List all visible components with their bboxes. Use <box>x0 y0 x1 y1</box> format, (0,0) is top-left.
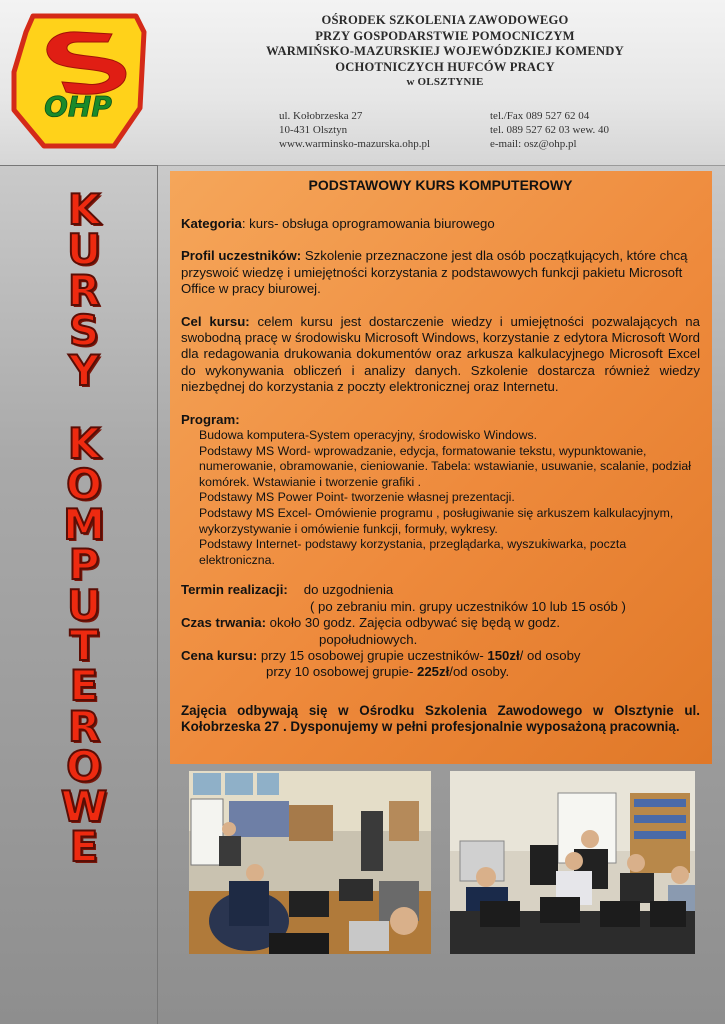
side-title-word-2-letter-1: K <box>67 419 103 469</box>
location-note: Zajęcia odbywają się w Ośrodku Szkolenia Zawodowego w Olsztynie ul. Kołobrzeska 27 . Dysponujemy w pełni profesjonalnie wyposażoną pracownią. <box>181 702 700 735</box>
postal-city: 10-431 Olsztyn <box>279 124 348 136</box>
price-line-1 <box>181 648 700 664</box>
classroom-photo-2 <box>450 771 695 954</box>
course-title: PODSTAWOWY KURS KOMPUTEROWY <box>308 177 573 193</box>
org-line-5: w OLSZTYNIE <box>406 76 484 88</box>
side-title-word-2-letter-10: W <box>60 782 110 832</box>
side-title-word-2-letter-8: R <box>67 701 103 751</box>
profile-paragraph <box>181 248 700 297</box>
term-value: do uzgodnienia <box>303 582 394 598</box>
org-line-3: WARMIŃSKO-MAZURSKIEJ WOJEWÓDZKIEJ KOMENDY <box>266 44 624 58</box>
header <box>0 0 725 166</box>
profile-label: Profil uczestników: <box>181 248 302 264</box>
side-title-word-2-letter-11: E <box>69 822 101 872</box>
side-title-word-2-letter-9: O <box>66 741 104 791</box>
price-1-pre: przy 15 osobowej grupie uczestników- <box>257 648 488 664</box>
profile-text: Szkolenie przeznaczone jest dla osób początkujących, które chcą przyswoić wiedzę i umiejętności korzystania z podstawowych funkcji pakietu Microsoft Office w pracy biurowej. <box>181 248 688 297</box>
category-value: : kurs- obsługa oprogramowania biurowego <box>241 216 495 231</box>
course-panel <box>170 171 712 764</box>
program-item-4: Podstawy MS Excel- Omówienie programu , posługiwanie się arkuszem kalkulacyjnym, wykorzystywanie i omówienie funkcji, formuły, wykresy. <box>199 506 674 536</box>
side-title-word-1 <box>35 185 135 396</box>
organization-name <box>230 13 660 91</box>
program-section <box>181 412 700 569</box>
program-item-3: Podstawy MS Power Point- tworzenie własnej prezentacji. <box>199 490 515 505</box>
side-title-word-1-letter-2: U <box>66 225 104 275</box>
side-title-word-1-letter-4: S <box>68 305 102 355</box>
side-title-word-1-letter-5: Y <box>68 346 102 396</box>
duration-label: Czas trwania: <box>181 615 267 631</box>
duration-line <box>181 615 700 631</box>
email-link[interactable]: e-mail: osz@ohp.pl <box>490 138 577 150</box>
goal-label: Cel kursu: <box>181 313 250 329</box>
term-label: Termin realizacji: <box>181 582 288 598</box>
divider-vertical <box>157 165 158 1024</box>
program-item-5: Podstawy Internet- podstawy korzystania, przeglądarka, wyszukiwarka, poczta elektroniczna. <box>199 537 627 567</box>
side-title <box>35 185 135 872</box>
category-label: Kategoria <box>181 216 242 231</box>
price-1-amount: 150zł <box>487 648 520 664</box>
price-2-amount: 225zł <box>417 664 450 680</box>
website-link[interactable]: www.warminsko-mazurska.ohp.pl <box>279 138 431 150</box>
side-title-word-2 <box>35 419 135 872</box>
goal-text: celem kursu jest dostarczenie wiedzy i umiejętności pozwalających na swobodną pracę w środowisku Microsoft Windows, korzystanie z edytora Microsoft Word dla redagowania drukowania dokumentów oraz arkusza kalkulacyjnego Microsoft Excel do wykonywania obliczeń i analizy danych. Szkolenie dostarcza również wiedzy niezbędnej do korzystania z poczty elektronicznej oraz Internetu. <box>181 313 700 395</box>
price-1-post: / od osoby <box>519 648 581 664</box>
side-title-word-1-letter-3: R <box>67 265 103 315</box>
program-label: Program: <box>181 411 240 427</box>
side-title-word-2-letter-6: T <box>69 620 101 670</box>
contact-block <box>490 109 609 151</box>
term-line <box>181 582 700 598</box>
program-item-2: Podstawy MS Word- wprowadzanie, edycja, formatowanie tekstu, wypunktowanie, numerowanie, obramowanie, cieniowanie. Tabela: wstawianie, usuwanie, scalanie, podział komórek. Wstawianie i tworzenie grafiki . <box>199 443 691 489</box>
org-line-2: PRZY GOSPODARSTWIE POMOCNICZYM <box>315 28 575 43</box>
ohp-logo <box>8 12 148 150</box>
goal-paragraph <box>181 314 700 396</box>
price-2-pre: przy 10 osobowej grupie- <box>266 664 418 680</box>
org-line-4: OCHOTNICZYCH HUFCÓW PRACY <box>335 59 555 74</box>
side-title-word-2-letter-7: E <box>69 661 101 711</box>
category-line <box>181 216 700 232</box>
classroom-photo-1 <box>189 771 431 954</box>
street: ul. Kołobrzeska 27 <box>279 110 363 122</box>
address-block <box>279 109 430 151</box>
phone-fax: tel./Fax 089 527 62 04 <box>490 110 590 122</box>
duration-value: około 30 godz. Zajęcia odbywać się będą w godz. <box>266 615 560 631</box>
side-title-word-2-letter-3: M <box>63 500 107 550</box>
side-title-word-2-letter-2: O <box>66 459 104 509</box>
svg-text:OHP: OHP <box>44 90 112 123</box>
duration-value-2: popołudniowych. <box>319 631 418 647</box>
term-note: ( po zebraniu min. grupy uczestników 10 lub 15 osób ) <box>310 598 626 614</box>
phone: tel. 089 527 62 03 wew. 40 <box>490 124 610 136</box>
side-title-word-1-letter-1: K <box>67 185 103 234</box>
side-title-word-2-letter-4: P <box>68 540 102 590</box>
price-line-2 <box>181 664 700 680</box>
org-line-1: OŚRODEK SZKOLENIA ZAWODOWEGO <box>321 13 569 27</box>
side-title-word-2-letter-5: U <box>66 580 104 630</box>
price-label: Cena kursu: <box>181 648 258 664</box>
program-item-1: Budowa komputera-System operacyjny, środowisko Windows. <box>199 428 538 443</box>
price-2-post: /od osoby. <box>449 664 510 680</box>
divider-horizontal <box>0 165 157 166</box>
